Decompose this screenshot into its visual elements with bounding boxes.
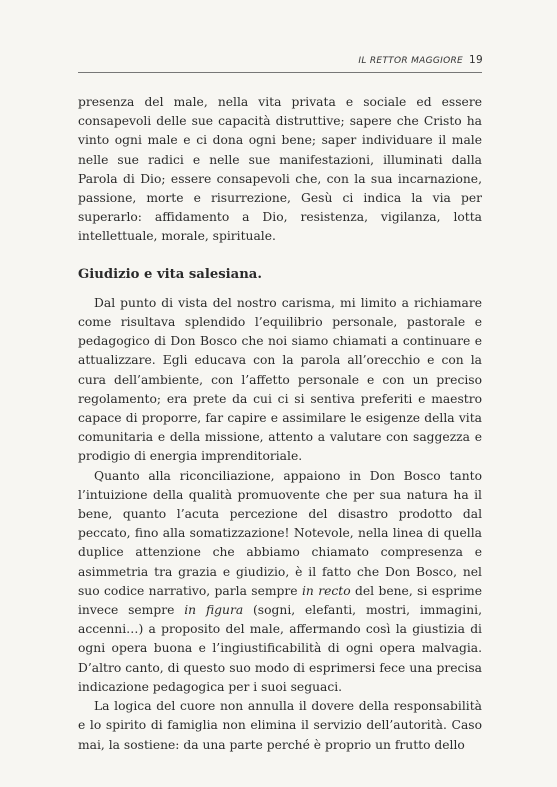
italic-phrase: in recto [301,583,351,598]
page-number: 19 [469,54,483,66]
text-run: Quanto alla riconciliazione, appaiono in Don Bosco tanto l’intuizione della qualità promuovente che per sua natura ha il bene, quanto l’acuta percezione del disastro prodotto dal peccato, fino alla somatizzazione! Notevole, nella linea di quella duplice attenzione che abbiamo chiamato compresenza e asimmetria tra grazia e giudizio, è il fatto che Don Bosco, nel suo codice narrativo, parla sempre [78,468,482,598]
text-run: (sogni, elefanti, mostri, immagini, accenni…) a proposito del male, affermando così la giustizia di ogni opera buona e l’ingiustificabilità di ogni opera malvagia. D’altro canto, di questo suo modo di esprimersi fece una precisa indicazione pedagogica per i suoi seguaci. [78,603,482,694]
body-text [78,93,482,755]
text-run: del bene, si esprime invece sempre [78,583,482,618]
running-title: IL RETTOR MAGGIORE [358,56,464,66]
section-heading: Giudizio e vita salesiana. [78,266,262,282]
running-header [358,54,483,66]
italic-phrase: in figura [184,603,244,618]
paragraph [78,467,482,697]
header-rule [78,72,482,73]
paragraph-continuation: presenza del male, nella vita privata e sociale ed essere consapevoli delle sue capacità distruttive; sapere che Cristo ha vinto ogni male e ci dona ogni bene; saper individuare il male nelle sue radici e nelle sue manifestazioni, illuminati dalla Parola di Dio; essere consapevoli che, con la sua incarnazione, passione, morte e risurrezione, Gesù ci indica la via per superarlo: affidamento a Dio, resistenza, vigilanza, lotta intellettuale, morale, spirituale. [78,95,482,244]
paragraph: Dal punto di vista del nostro carisma, mi limito a richiamare come risultava splendido l’equilibrio personale, pastorale e pedagogico di Don Bosco che noi siamo chiamati a continuare e attualizzare. Egli educava con la parola all’orecchio e con la cura dell’ambiente, con l’affetto personale e con un preciso regolamento; era prete da cui ci si sentiva preferiti e maestro capace di proporre, far capire e assimilare le esigenze della vita comunitaria e della missione, attento a valutare con saggezza e prodigio di energia imprenditoriale. [78,295,482,464]
paragraph: La logica del cuore non annulla il dovere della responsabilità e lo spirito di famiglia non elimina il servizio dell’autorità. Caso mai, la sostiene: da una parte perché è proprio un frutto dello [78,699,482,752]
